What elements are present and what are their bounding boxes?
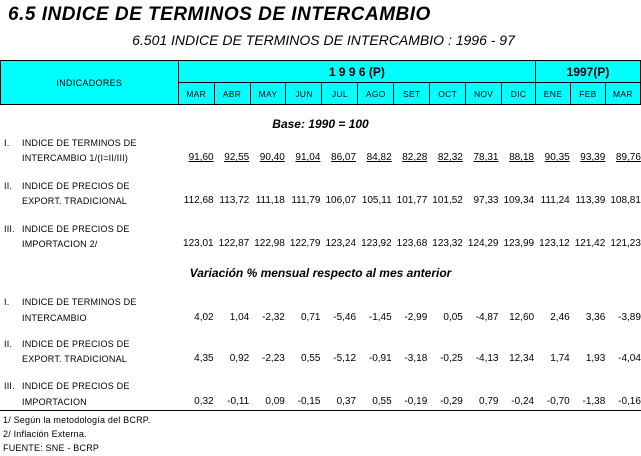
value-cell: 3,36 — [585, 312, 606, 323]
value-cell: 123,99 — [503, 238, 535, 249]
value-cell: 90,35 — [544, 152, 570, 163]
value-cell: 0,92 — [229, 353, 250, 364]
row-number: III. — [4, 381, 15, 391]
row-label-line2: EXPORT. TRADICIONAL — [22, 354, 127, 364]
row-label-line2: EXPORT. TRADICIONAL — [22, 196, 127, 206]
value-cell: 0,55 — [300, 353, 321, 364]
table-row — [178, 353, 641, 364]
value-cell: 121,23 — [610, 238, 641, 249]
month-header: ENE — [536, 83, 571, 105]
value-cell: -0,15 — [297, 396, 321, 407]
row-label-line1: INDICE DE TERMINOS DE — [22, 297, 137, 307]
table-row — [178, 312, 641, 323]
month-header: JUN — [286, 83, 322, 105]
table-row — [178, 238, 641, 249]
value-cell: 101,52 — [432, 195, 463, 206]
year-1997-header: 1997(P) — [536, 61, 641, 83]
value-cell: 84,82 — [366, 152, 392, 163]
header-table — [0, 60, 641, 105]
month-header: MAR — [605, 83, 640, 105]
value-cell: 12,60 — [509, 312, 535, 323]
value-cell: 122,98 — [254, 238, 285, 249]
month-header: SET — [394, 83, 430, 105]
value-cell: 89,76 — [615, 152, 641, 163]
value-cell: 92,55 — [224, 152, 250, 163]
value-cell: 90,40 — [259, 152, 285, 163]
month-header: NOV — [466, 83, 502, 105]
row-label-line1: INDICE DE PRECIOS DE — [22, 224, 130, 234]
value-cell: 122,87 — [218, 238, 250, 249]
row-number: I. — [4, 297, 10, 307]
row-number: I. — [4, 138, 10, 148]
month-header: MAR — [178, 83, 214, 105]
value-cell: 82,32 — [437, 152, 463, 163]
value-cell: 124,29 — [467, 238, 499, 249]
value-cell: 78,31 — [473, 152, 499, 163]
value-cell: -3,89 — [618, 312, 641, 323]
row-label-line1: INDICE DE PRECIOS DE — [22, 339, 130, 349]
value-cell: 88,18 — [509, 152, 535, 163]
value-cell: 91,04 — [295, 152, 321, 163]
table-row — [178, 195, 641, 206]
value-cell: -4,13 — [475, 353, 499, 364]
value-cell: 91,60 — [188, 152, 214, 163]
value-cell: 1,04 — [229, 312, 250, 323]
value-cell: 123,92 — [361, 238, 392, 249]
value-cell: 111,79 — [291, 195, 321, 206]
value-cell: 113,39 — [575, 195, 606, 206]
value-cell: 0,55 — [372, 396, 392, 407]
value-cell: -2,23 — [262, 353, 285, 364]
row-label-line1: INDICE DE PRECIOS DE — [22, 181, 130, 191]
value-cell: 86,07 — [331, 152, 357, 163]
value-cell: -4,87 — [475, 312, 499, 323]
bottom-divider — [0, 410, 641, 411]
value-cell: -1,38 — [582, 396, 606, 407]
value-cell: 0,05 — [443, 312, 463, 323]
section-variation-title: Variación % mensual respecto al mes anterior — [189, 266, 452, 280]
table-subtitle: 6.501 INDICE DE TERMINOS DE INTERCAMBIO : 1996 - 97 — [132, 32, 515, 48]
value-cell: 0,09 — [265, 396, 285, 407]
value-cell: -5,12 — [333, 353, 357, 364]
value-cell: -0,29 — [440, 396, 463, 407]
row-label-line2: IMPORTACION 2/ — [22, 239, 98, 249]
value-cell: -0,19 — [404, 396, 428, 407]
value-cell: 106,07 — [325, 195, 357, 206]
row-label-line2: INTERCAMBIO — [22, 313, 87, 323]
month-header: OCT — [430, 83, 466, 105]
value-cell: 123,68 — [396, 238, 428, 249]
row-label-line2: INTERCAMBIO 1/(I=II/III) — [22, 153, 129, 163]
row-label-line1: INDICE DE PRECIOS DE — [22, 381, 130, 391]
indicadores-header: INDICADORES — [1, 61, 179, 105]
value-cell: 109,34 — [503, 195, 535, 206]
value-cell: 111,18 — [255, 195, 285, 206]
month-header: ABR — [214, 83, 250, 105]
table-row — [178, 396, 641, 407]
value-cell: 123,24 — [325, 238, 357, 249]
source-note: FUENTE: SNE - BCRP — [3, 443, 100, 453]
month-header: AGO — [358, 83, 394, 105]
row-label-line2: IMPORTACION — [22, 397, 87, 407]
value-cell: 112,68 — [183, 195, 214, 206]
value-cell: 0,79 — [479, 396, 499, 407]
value-cell: -0,16 — [618, 396, 641, 407]
value-cell: 12,34 — [509, 353, 535, 364]
footnote-1: 1/ Según la metodología del BCRP. — [3, 415, 151, 425]
value-cell: -0,25 — [440, 353, 463, 364]
value-cell: 101,77 — [396, 195, 428, 206]
value-cell: 121,42 — [574, 238, 606, 249]
value-cell: -2,99 — [404, 312, 428, 323]
value-cell: -0,11 — [227, 396, 250, 407]
value-cell: -1,45 — [368, 312, 392, 323]
value-cell: 0,32 — [194, 396, 214, 407]
page-title: 6.5 INDICE DE TERMINOS DE INTERCAMBIO — [8, 4, 431, 25]
value-cell: 1,74 — [550, 353, 570, 364]
row-number: II. — [4, 181, 13, 191]
row-number: II. — [4, 339, 13, 349]
value-cell: 123,01 — [183, 238, 214, 249]
year-1996-header: 1 9 9 6 (P) — [178, 61, 535, 83]
value-cell: -3,18 — [404, 353, 428, 364]
value-cell: 113,72 — [219, 195, 250, 206]
value-cell: 111,24 — [540, 195, 570, 206]
value-cell: 2,46 — [550, 312, 570, 323]
value-cell: -2,32 — [262, 312, 285, 323]
value-cell: -4,04 — [618, 353, 641, 364]
value-cell: 4,35 — [194, 353, 214, 364]
value-cell: -0,70 — [546, 396, 570, 407]
value-cell: 105,11 — [361, 195, 392, 206]
value-cell: 122,79 — [289, 238, 321, 249]
month-header: DIC — [502, 83, 536, 105]
footnote-2: 2/ Inflación Externa. — [3, 429, 87, 439]
value-cell: 123,32 — [432, 238, 463, 249]
value-cell: 123,12 — [539, 238, 570, 249]
value-cell: 93,39 — [580, 152, 606, 163]
month-header: MAY — [250, 83, 286, 105]
value-cell: 82,28 — [402, 152, 428, 163]
value-cell: -5,46 — [333, 312, 357, 323]
value-cell: 97,33 — [473, 195, 499, 206]
row-number: III. — [4, 224, 15, 234]
value-cell: 1,93 — [585, 353, 606, 364]
value-cell: 108,81 — [610, 195, 641, 206]
month-header: JUL — [322, 83, 358, 105]
month-header: FEB — [570, 83, 605, 105]
row-label-line1: INDICE DE TERMINOS DE — [22, 138, 137, 148]
value-cell: 4,02 — [194, 312, 214, 323]
value-cell: -0,91 — [368, 353, 392, 364]
table-row — [178, 152, 641, 163]
section-base-title: Base: 1990 = 100 — [272, 117, 369, 131]
value-cell: -0,24 — [511, 396, 535, 407]
value-cell: 0,71 — [300, 312, 321, 323]
value-cell: 0,37 — [336, 396, 357, 407]
